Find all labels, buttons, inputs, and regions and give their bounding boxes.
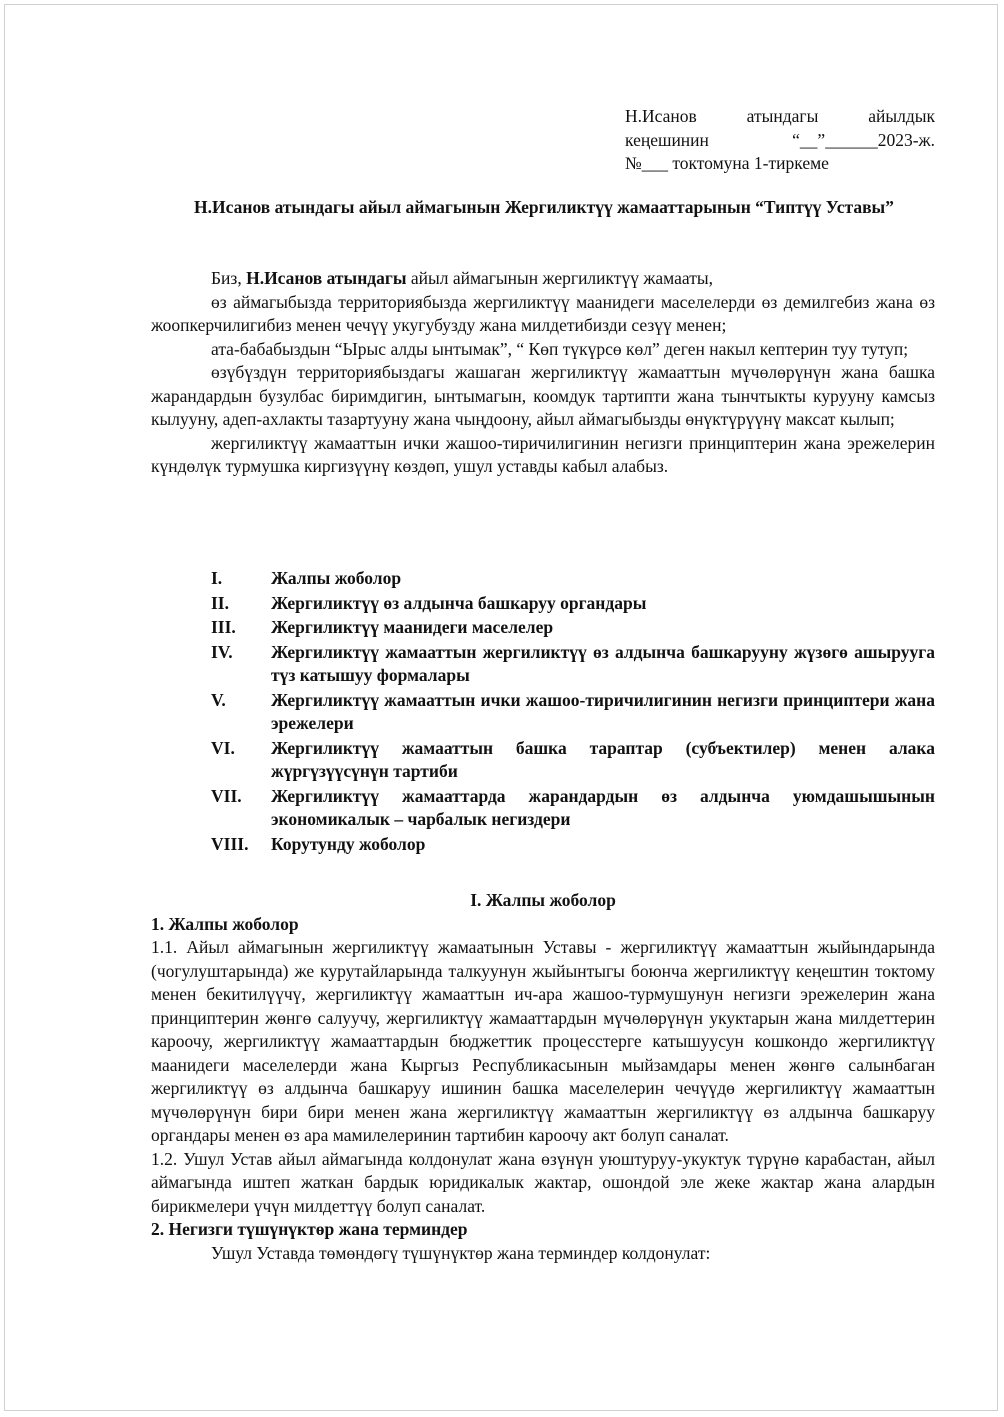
toc-item bbox=[151, 689, 935, 736]
appendix-note bbox=[625, 105, 935, 176]
toc-number: VI. bbox=[211, 737, 235, 758]
toc-item bbox=[151, 616, 935, 640]
toc-item bbox=[151, 833, 935, 857]
toc-number: II. bbox=[211, 592, 229, 613]
preamble-intro: Биз, bbox=[211, 268, 247, 288]
toc-item bbox=[151, 737, 935, 784]
toc-label: Жергиликтүү өз алдынча башкаруу органдары bbox=[271, 592, 647, 613]
clause-1-2: 1.2. Ушул Устав айыл аймагында колдонулат жана өзүнүн уюштуруу-укуктук түрүнө карабастан, айыл аймагында иштеп жаткан бардык юридикалык жактар, ошондой эле жеке жактар жана алардын бирикмелери үчүн милдеттүү болуп саналат. bbox=[151, 1148, 935, 1216]
toc-label: Жергиликтүү жамааттарда жарандардын өз алдынча уюмдашышынын экономикалык – чарбалык негиздери bbox=[271, 785, 935, 829]
toc-label: Жергиликтүү жамааттын башка тараптар (субъектилер) менен алака жүргүзүүсүнүн тартиби bbox=[271, 737, 935, 781]
toc-label: Жергиликтүү маанидеги маселелер bbox=[271, 617, 554, 637]
toc-number: VIII. bbox=[211, 833, 249, 854]
toc-number: III. bbox=[211, 617, 236, 637]
toc-label: Жергиликтүү жамааттын жергиликтүү өз алдынча башкарууну жүзөгө ашырууга түз катышуу формалары bbox=[271, 641, 935, 685]
section-general-provisions bbox=[151, 889, 935, 1265]
toc-label: Корутунду жоболор bbox=[271, 833, 426, 854]
preamble-paragraph: жергиликтүү жамааттын ички жашоо-тиричилигинин негизги принциптерин жана эрежелерин күндөлүк турмушка киргизүүнү көздөп, ушул уставды кабыл алабыз. bbox=[151, 432, 935, 476]
subsection-heading: 1. Жалпы жоболор bbox=[151, 913, 299, 934]
preamble-paragraph: өз аймагыбызда территориябызда жергиликтүү маанидеги маселелерди өз демилгебиз жана өз жоопкерчилигибиз менен чечүү укугубузду жана милдетибизди сезүү менен; bbox=[151, 291, 935, 335]
appendix-note-line-1: Н.Исанов атындагы айылдык bbox=[625, 106, 935, 126]
clause-1-1: 1.1. Айыл аймагынын жергиликтүү жамаатынын Уставы - жергиликтүү жамааттын жыйындарында (чогулуштарында) же курутайларында талкуунун жыйынтыгы боюнча жергиликтүү кеңештин токтому менен бекитилүүчү, жергиликтүү жамааттын ич-ара жашоо-турмушунун негизги эрежелерин жана принциптерин жөнгө салуучу, жергиликтүү жамааттардын мүчөлөрүнүн укуктарын жана милдеттерин кароочу, жергиликтүү жамааттардын бюджеттик процесстерге катышуусун кошкондо жергиликтүү маанидеги маселелерди жана Кыргыз Республикасынын мыйзамдары менен жөнгө салынбаган жергиликтүү өз алдынча башкаруу ишинин башка маселелерин чечүүдө жергиликтүү жамааттын мүчөлөрүнүн бири бири менен жана жергиликтүү жамааттын жергиликтүү өз алдынча башкаруу органдары менен өз ара мамилелеринин тартибин кароочу акт болуп саналат. bbox=[151, 937, 935, 1145]
preamble bbox=[151, 267, 935, 479]
section-title: I. Жалпы жоболор bbox=[470, 890, 616, 910]
toc-label: Жалпы жоболор bbox=[271, 568, 402, 588]
table-of-contents bbox=[151, 567, 935, 857]
toc-item bbox=[151, 592, 935, 616]
preamble-paragraph bbox=[151, 267, 935, 291]
toc-item bbox=[151, 785, 935, 832]
terms-intro: Ушул Уставда төмөндөгү түшүнүктөр жана терминдер колдонулат: bbox=[211, 1242, 711, 1263]
preamble-paragraph: ата-бабабыздын “Ырыс алды ынтымак”, “ Көп түкүрсө көл” деген накыл кептерин туу тутуп; bbox=[211, 338, 909, 359]
toc-item bbox=[151, 567, 935, 591]
subsection-heading: 2. Негизги түшүнүктөр жана терминдер bbox=[151, 1219, 468, 1239]
toc-number: VII. bbox=[211, 785, 242, 806]
toc-number: I. bbox=[211, 568, 223, 588]
preamble-intro-rest: айыл аймагынын жергиликтүү жамааты, bbox=[406, 268, 713, 288]
toc-item bbox=[151, 641, 935, 688]
document-title: Н.Исанов атындагы айыл аймагынын Жергиликтүү жамааттарынын “Типтүү Уставы” bbox=[194, 197, 894, 217]
document-page bbox=[4, 4, 998, 1411]
toc-label: Жергиликтүү жамааттын ички жашоо-тиричилигинин негизги принциптери жана эрежелери bbox=[271, 689, 935, 733]
village-name: Н.Исанов атындагы bbox=[246, 268, 407, 288]
preamble-paragraph: өзүбүздүн территориябыздагы жашаган жергиликтүү жамааттын мүчөлөрүнүн жана башка жарандардын бузулбас биримдигин, ынтымагын, коомдук тартипти жана тынчтыкты курууну камсыз кылууну, адеп-ахлакты тазартууну жана чыңдоону, айыл аймагыбызды өнүктүрүүнү максат кылып; bbox=[151, 362, 935, 429]
toc-number: V. bbox=[211, 689, 226, 710]
toc-number: IV. bbox=[211, 641, 233, 662]
appendix-note-line-2: кеңешинин “__”______2023-ж. bbox=[625, 129, 935, 150]
appendix-note-line-3: №___ токтомуна 1-тиркеме bbox=[625, 153, 829, 173]
